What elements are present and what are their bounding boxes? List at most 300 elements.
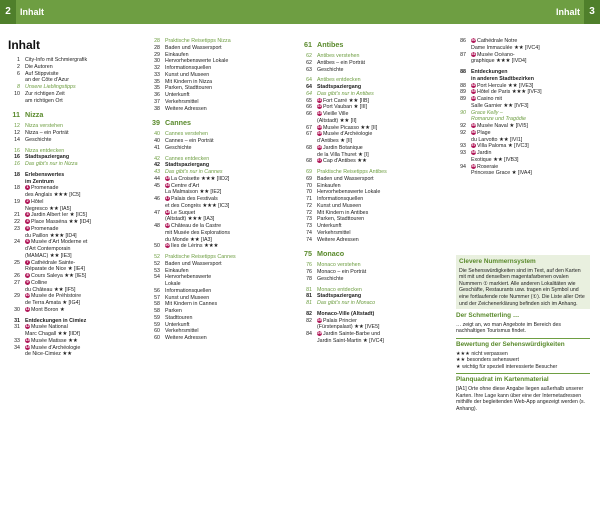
toc-entry-text bbox=[165, 38, 294, 45]
toc-page-number bbox=[148, 230, 165, 237]
toc-page-number bbox=[8, 253, 25, 260]
sight-number-badge: 28 bbox=[317, 317, 322, 322]
toc-entry-text bbox=[165, 274, 294, 281]
toc-entry bbox=[148, 288, 294, 295]
toc-entry-label: Unterkunft bbox=[165, 321, 190, 328]
toc-entry-text bbox=[317, 269, 446, 276]
toc-entry bbox=[148, 203, 294, 210]
rating-3: ★★★ nicht verpassen bbox=[456, 350, 508, 357]
toc-entry-text bbox=[25, 130, 136, 137]
toc-entry bbox=[300, 111, 446, 118]
toc-page-number: 81 bbox=[306, 293, 312, 300]
toc-page-number: 89 bbox=[460, 96, 466, 102]
toc-page-number bbox=[8, 300, 25, 307]
toc-entry bbox=[454, 83, 594, 90]
toc-entry-label: Vieille Ville bbox=[323, 111, 349, 117]
toc-entry-label: Geschichte bbox=[317, 275, 344, 282]
toc-entry-text bbox=[165, 210, 294, 217]
toc-page-number bbox=[8, 233, 25, 240]
toc-entry-label: Musée d'Archéologie bbox=[31, 344, 81, 351]
toc-entry-label: Stadtspaziergang bbox=[25, 154, 70, 161]
toc-entry-text bbox=[317, 223, 446, 230]
toc-entry-label: an der Côte d'Azur bbox=[25, 77, 69, 84]
toc-entry bbox=[454, 58, 594, 65]
toc-page-number: 30 bbox=[154, 58, 160, 65]
toc-entry-text bbox=[317, 293, 446, 300]
toc-entry bbox=[8, 280, 136, 287]
toc-entry-label: Princesse Grace ★ [IVA4] bbox=[471, 170, 532, 177]
toc-page-number: 68 bbox=[306, 144, 312, 151]
toc-entry bbox=[148, 189, 294, 196]
toc-page-number bbox=[8, 266, 25, 273]
toc-entry-label: Auf Stippvisite bbox=[25, 70, 59, 77]
toc-page-number: 90 bbox=[460, 109, 466, 116]
toc-entry-label: Jardin Saint-Martin ★ [IVC4] bbox=[317, 337, 384, 344]
toc-entry bbox=[454, 52, 594, 59]
toc-page-number: 16 bbox=[14, 161, 20, 167]
toc-entry bbox=[8, 98, 136, 105]
toc-entry-label: Musée de Préhistoire bbox=[31, 293, 82, 300]
toc-entry-label: du Château ★★ [IF5] bbox=[25, 286, 76, 293]
toc-entry-label: Cannes entdecken bbox=[165, 155, 210, 162]
toc-entry bbox=[148, 243, 294, 250]
running-title-left: Inhalt bbox=[20, 7, 44, 17]
toc-page-number bbox=[300, 338, 317, 345]
toc-entry-text bbox=[165, 335, 294, 342]
toc-page-number bbox=[148, 216, 165, 223]
toc-page-number: 66 bbox=[306, 104, 312, 111]
toc-page-number: 92 bbox=[460, 129, 466, 136]
toc-entry-label: Cathédrale Notre bbox=[477, 38, 518, 44]
spacer bbox=[148, 112, 294, 116]
toc-entry bbox=[300, 230, 446, 237]
sight-number-badge: 10 bbox=[25, 293, 30, 298]
toc-entry-text bbox=[317, 91, 446, 98]
toc-entry-label: Geschichte bbox=[25, 136, 52, 143]
toc-entry-label: Jardin bbox=[477, 150, 492, 156]
rating-2: ★★ besonders sehenswert bbox=[456, 357, 519, 364]
toc-entry bbox=[300, 223, 446, 230]
toc-entry-label: Weitere Adressen bbox=[165, 105, 207, 112]
toc-entry bbox=[8, 324, 136, 331]
toc-entry-text bbox=[25, 212, 136, 219]
toc-entry-label: Antibes – ein Porträt bbox=[317, 59, 365, 66]
toc-entry bbox=[300, 331, 446, 338]
toc-entry-text bbox=[471, 123, 594, 130]
toc-entry-text bbox=[165, 216, 294, 223]
toc-entry-label: Hervorhebenswerte bbox=[165, 274, 212, 281]
toc-entry-text bbox=[317, 158, 446, 165]
toc-entry bbox=[300, 91, 446, 98]
toc-entry-text bbox=[317, 311, 446, 318]
toc-entry-label: du Monde ★★ [IA3] bbox=[165, 236, 212, 243]
toc-page-number: 2 bbox=[17, 63, 20, 70]
toc-entry bbox=[8, 84, 136, 91]
toc-entry bbox=[148, 176, 294, 183]
toc-entry bbox=[8, 318, 136, 325]
toc-entry bbox=[300, 131, 446, 138]
toc-page-number: 60 bbox=[154, 335, 160, 341]
sight-number-badge: 5 bbox=[26, 225, 29, 230]
toc-entry bbox=[148, 156, 294, 163]
legend-sidebar bbox=[456, 255, 590, 412]
toc-entry-label: Antibes entdecken bbox=[317, 77, 361, 84]
toc-entry-text bbox=[25, 351, 136, 358]
toc-entry-label: Hôtel de Paris ★★★ [IVF3] bbox=[477, 89, 542, 96]
toc-page-number: 37 bbox=[154, 98, 160, 105]
toc-page-number: 73 bbox=[306, 223, 312, 229]
toc-entry-text bbox=[25, 226, 136, 233]
toc-entry-text bbox=[471, 164, 594, 171]
sight-number-badge: 30 bbox=[471, 38, 476, 43]
toc-entry bbox=[148, 268, 294, 275]
toc-entry-label: Cannes verstehen bbox=[165, 131, 208, 138]
toc-entry bbox=[148, 72, 294, 79]
toc-page-number: 24 bbox=[14, 239, 20, 246]
toc-entry-label: des Anglais ★★★ [IC5] bbox=[25, 192, 81, 198]
toc-entry-text bbox=[317, 40, 446, 49]
toc-entry-text bbox=[25, 199, 136, 206]
toc-entry-label: Einkaufen bbox=[165, 267, 189, 274]
toc-page-number bbox=[148, 203, 165, 210]
sight-number-badge: 2 bbox=[26, 198, 29, 203]
toc-page-number: 35 bbox=[154, 78, 160, 85]
toc-entry bbox=[8, 338, 136, 345]
sight-number-badge: 11 bbox=[25, 306, 30, 311]
toc-entry bbox=[8, 64, 136, 71]
toc-page-number: 88 bbox=[460, 69, 466, 75]
toc-entry bbox=[148, 210, 294, 217]
toc-entry-label: Plage bbox=[477, 129, 491, 136]
toc-entry bbox=[148, 79, 294, 86]
toc-entry-label: Casino mit bbox=[477, 96, 503, 102]
toc-entry bbox=[300, 318, 446, 325]
toc-page-number: 82 bbox=[306, 317, 312, 324]
sight-number-badge: 34 bbox=[471, 96, 476, 101]
toc-entry-label: Informationsquellen bbox=[317, 196, 364, 202]
toc-entry-text bbox=[165, 237, 294, 244]
toc-entry-text bbox=[25, 77, 136, 84]
toc-page-number: 67 bbox=[306, 131, 312, 138]
toc-entry-label: Kunst und Museen bbox=[317, 202, 362, 209]
toc-entry bbox=[300, 237, 446, 244]
toc-entry-text bbox=[25, 185, 136, 192]
toc-entry-label: Entdeckungen bbox=[471, 69, 508, 75]
toc-entry bbox=[148, 65, 294, 72]
toc-entry-label: Monaco – ein Porträt bbox=[317, 269, 367, 275]
toc-entry bbox=[148, 196, 294, 203]
toc-page-number: 94 bbox=[460, 163, 466, 170]
toc-entry bbox=[8, 307, 136, 314]
toc-entry bbox=[148, 38, 294, 45]
toc-page-number bbox=[300, 324, 317, 331]
toc-entry-label: Verkehrsmittel bbox=[165, 98, 199, 105]
toc-entry-text bbox=[25, 273, 136, 280]
toc-entry-text bbox=[25, 91, 136, 98]
toc-page-number: 64 bbox=[306, 84, 312, 90]
toc-entry bbox=[300, 77, 446, 84]
toc-entry bbox=[454, 170, 594, 177]
toc-entry-text bbox=[471, 45, 594, 52]
toc-entry-text bbox=[25, 239, 136, 246]
toc-entry-label: Unsere Lieblingstipps bbox=[25, 84, 76, 90]
toc-entry-text bbox=[317, 276, 446, 283]
toc-page-number bbox=[454, 116, 471, 123]
toc-page-number: 8 bbox=[17, 84, 20, 90]
toc-entry bbox=[8, 246, 136, 253]
toc-entry-text bbox=[317, 331, 446, 338]
toc-entry-label: Dame Immaculée ★★ [IVC4] bbox=[471, 44, 540, 51]
toc-entry-label: et des Congrès ★★★ [IC3] bbox=[165, 202, 230, 209]
toc-entry-label: Jardin Botanique bbox=[323, 144, 363, 151]
toc-entry bbox=[300, 324, 446, 331]
toc-entry bbox=[8, 199, 136, 206]
toc-entry bbox=[8, 172, 136, 179]
toc-entry bbox=[148, 261, 294, 268]
toc-entry-text bbox=[165, 288, 294, 295]
toc-entry-text bbox=[317, 125, 446, 132]
toc-list-2 bbox=[148, 38, 294, 342]
toc-entry-text bbox=[165, 301, 294, 308]
toc-entry-label: Monaco verstehen bbox=[317, 262, 361, 269]
sight-number-badge: 13 bbox=[25, 337, 30, 342]
toc-page-number: 50 bbox=[154, 243, 160, 250]
toc-entry-text bbox=[471, 157, 594, 164]
butterfly-heading: Der Schmetterling … bbox=[456, 312, 520, 320]
sight-number-badge: 7 bbox=[26, 259, 29, 264]
toc-entry-label: Monaco bbox=[317, 249, 345, 259]
toc-entry-label: (MAMAC) ★★ [IE3] bbox=[25, 252, 72, 259]
toc-page-number: 62 bbox=[306, 59, 312, 66]
toc-page-number: 32 bbox=[154, 65, 160, 71]
toc-page-number: 58 bbox=[154, 301, 160, 308]
toc-entry bbox=[148, 118, 294, 127]
toc-entry-label: d'Art Contemporain bbox=[25, 246, 71, 252]
toc-column-1 bbox=[8, 38, 136, 358]
toc-entry bbox=[148, 131, 294, 138]
toc-entry bbox=[148, 223, 294, 230]
toc-entry-label: Jardin Sainte-Barbe und bbox=[323, 331, 381, 337]
toc-page-number: 62 bbox=[306, 53, 312, 59]
toc-entry-text bbox=[165, 169, 294, 176]
toc-entry-label: Port Hercule ★★ [IVE3] bbox=[477, 82, 534, 89]
toc-entry-text bbox=[165, 176, 294, 183]
toc-entry-label: Colline bbox=[31, 279, 48, 286]
toc-entry bbox=[8, 185, 136, 192]
rating-1: ★ wichtig für speziell interessierte Besucher bbox=[456, 363, 558, 370]
toc-entry bbox=[8, 287, 136, 294]
toc-entry bbox=[148, 45, 294, 52]
toc-entry-text bbox=[317, 262, 446, 269]
toc-list-1 bbox=[8, 57, 136, 358]
toc-entry bbox=[8, 57, 136, 64]
toc-entry-label: Cap d'Antibes ★★ bbox=[323, 158, 367, 165]
toc-entry-text bbox=[165, 65, 294, 72]
toc-page-number: 33 bbox=[154, 71, 160, 78]
toc-entry-text bbox=[25, 148, 136, 155]
toc-entry-text bbox=[25, 98, 136, 105]
toc-page-number: 52 bbox=[154, 260, 160, 267]
toc-entry bbox=[454, 96, 594, 103]
toc-page-number: 93 bbox=[460, 150, 466, 156]
toc-entry-text bbox=[165, 79, 294, 86]
toc-entry-text bbox=[25, 206, 136, 213]
sight-number-badge: 18 bbox=[165, 209, 170, 214]
toc-entry-label: Erlebenswertes bbox=[25, 171, 65, 178]
toc-entry bbox=[8, 148, 136, 155]
toc-entry-text bbox=[25, 293, 136, 300]
toc-entry-text bbox=[317, 60, 446, 67]
toc-entry-label: Praktische Reisetipps Cannes bbox=[165, 254, 236, 260]
toc-entry bbox=[8, 77, 136, 84]
toc-page-number bbox=[454, 103, 471, 110]
sight-number-badge: 33 bbox=[471, 89, 476, 94]
toc-entry bbox=[8, 192, 136, 199]
toc-entry-text bbox=[165, 328, 294, 335]
toc-entry-label: Nizza verstehen bbox=[25, 123, 63, 130]
toc-page-number: 70 bbox=[306, 182, 312, 189]
toc-entry bbox=[300, 67, 446, 74]
sight-number-badge: 1 bbox=[26, 185, 29, 190]
sight-number-badge: 14 bbox=[25, 344, 30, 349]
toc-page-number: 41 bbox=[154, 144, 160, 151]
toc-entry-text bbox=[25, 219, 136, 226]
header-bar bbox=[0, 0, 600, 24]
toc-entry-text bbox=[317, 183, 446, 190]
toc-entry-text bbox=[165, 45, 294, 52]
toc-page-number: 18 bbox=[14, 185, 20, 192]
toc-page-number: 29 bbox=[14, 293, 20, 300]
toc-page-number: 28 bbox=[154, 44, 160, 51]
toc-entry-text bbox=[165, 85, 294, 92]
toc-entry-text bbox=[25, 345, 136, 352]
sight-number-badge: 16 bbox=[165, 182, 170, 187]
toc-entry-text bbox=[471, 130, 594, 137]
toc-entry-text bbox=[25, 84, 136, 91]
toc-entry-label: Baden und Wassersport bbox=[317, 175, 374, 182]
sight-number-badge: 27 bbox=[317, 158, 322, 163]
toc-entry-text bbox=[317, 249, 446, 258]
toc-entry bbox=[300, 203, 446, 210]
toc-entry-label: Place Masséna ★★ [ID4] bbox=[31, 219, 91, 225]
toc-entry-text bbox=[165, 261, 294, 268]
toc-page-number: 73 bbox=[306, 216, 312, 223]
toc-entry-text bbox=[317, 145, 446, 152]
toc-entry-label: Fort Carré ★★ [IIB] bbox=[323, 97, 369, 104]
toc-page-number: 64 bbox=[306, 77, 312, 84]
toc-entry bbox=[148, 138, 294, 145]
toc-entry bbox=[300, 216, 446, 223]
sight-number-badge: 17 bbox=[165, 196, 170, 201]
toc-entry-text bbox=[317, 138, 446, 145]
toc-entry bbox=[300, 276, 446, 283]
toc-entry-label: Romanze und Tragödie bbox=[471, 116, 526, 123]
toc-entry bbox=[454, 69, 594, 76]
toc-page-number bbox=[148, 237, 165, 244]
toc-page-number: 40 bbox=[154, 138, 160, 144]
toc-entry-label: Musée Matisse ★★ bbox=[31, 337, 78, 344]
toc-entry-text bbox=[165, 196, 294, 203]
toc-entry-label: Weitere Adressen bbox=[165, 335, 207, 341]
toc-entry-label: Stadtspaziergang bbox=[317, 84, 362, 90]
toc-entry bbox=[300, 53, 446, 60]
toc-entry bbox=[8, 331, 136, 338]
toc-page-number: 23 bbox=[14, 225, 20, 232]
toc-entry bbox=[454, 76, 594, 83]
sight-number-badge: 26 bbox=[317, 144, 322, 149]
toc-entry-label: Musée Picasso ★★ [II] bbox=[323, 124, 378, 131]
toc-entry-label: du Paillon ★★★ [ID4] bbox=[25, 232, 77, 239]
toc-entry-text bbox=[165, 230, 294, 237]
toc-page-number: 54 bbox=[154, 274, 160, 281]
toc-entry-label: Parken bbox=[165, 308, 182, 314]
toc-entry bbox=[300, 311, 446, 318]
toc-entry bbox=[454, 45, 594, 52]
toc-entry-text bbox=[165, 295, 294, 302]
toc-page-number: 71 bbox=[306, 196, 312, 202]
rating-heading: Bewertung der Sehenswürdigkeiten bbox=[456, 340, 565, 348]
toc-entry-label: Salle Garnier ★★ [IVF3] bbox=[471, 102, 529, 109]
toc-entry bbox=[148, 295, 294, 302]
toc-entry-text bbox=[165, 268, 294, 275]
toc-entry-text bbox=[165, 308, 294, 315]
toc-entry-text bbox=[165, 106, 294, 113]
toc-entry-text bbox=[471, 170, 594, 177]
toc-page-number: 34 bbox=[14, 344, 20, 351]
toc-entry bbox=[300, 249, 446, 258]
toc-page-number: 16 bbox=[14, 147, 20, 154]
toc-entry-text bbox=[25, 253, 136, 260]
toc-page-number: 30 bbox=[14, 306, 20, 313]
toc-entry-label: d'Antibes ★ [II] bbox=[317, 138, 353, 144]
toc-entry bbox=[148, 328, 294, 335]
toc-page-number: 38 bbox=[154, 105, 160, 112]
toc-entry bbox=[300, 152, 446, 159]
toc-entry-text bbox=[317, 230, 446, 237]
toc-entry bbox=[148, 281, 294, 288]
toc-page-number: 69 bbox=[306, 169, 312, 175]
toc-entry-text bbox=[471, 150, 594, 157]
toc-entry-label: Nizza – ein Porträt bbox=[25, 130, 69, 136]
toc-entry-label: Praktische Reisetipps Antibes bbox=[317, 169, 387, 175]
toc-entry-text bbox=[471, 116, 594, 123]
toc-page-number: 58 bbox=[154, 308, 160, 314]
toc-entry-label: Mont Boron ★ bbox=[31, 306, 65, 313]
toc-entry bbox=[300, 262, 446, 269]
toc-page-number: 12 bbox=[14, 130, 20, 136]
toc-page-number: 64 bbox=[306, 90, 312, 97]
toc-page-number: 36 bbox=[154, 92, 160, 98]
toc-entry bbox=[8, 212, 136, 219]
toc-entry bbox=[148, 85, 294, 92]
toc-page-number: 59 bbox=[154, 321, 160, 328]
page-number-left: 2 bbox=[0, 0, 16, 24]
sight-number-badge: 9 bbox=[26, 279, 29, 284]
numbering-text: Die Sehenswürdigkeiten sind im Text, auf den Karten mit mit und denselben magentafarbenen ovalen Nummern ① markiert. Alle anderen Lokalitäten wie Geschäfte, Restaurants usw. tragen ein Symbol und eine fortlaufende rote Nummer (①). Die Liste aller Orte und der Zeichenerklärung befinden sich im Anhang. bbox=[459, 267, 585, 307]
toc-column-4 bbox=[454, 38, 594, 177]
toc-entry-text bbox=[25, 137, 136, 144]
toc-entry-text bbox=[317, 77, 446, 84]
toc-page-number bbox=[300, 138, 317, 145]
toc-entry-text bbox=[165, 243, 294, 250]
toc-entry-text bbox=[317, 169, 446, 176]
toc-page-number: 39 bbox=[152, 118, 160, 128]
toc-entry-label: Kunst und Museen bbox=[165, 71, 210, 78]
toc-page-number bbox=[300, 118, 317, 125]
toc-entry bbox=[454, 38, 594, 45]
toc-page-number: 11 bbox=[12, 110, 20, 120]
toc-page-number bbox=[8, 351, 25, 358]
